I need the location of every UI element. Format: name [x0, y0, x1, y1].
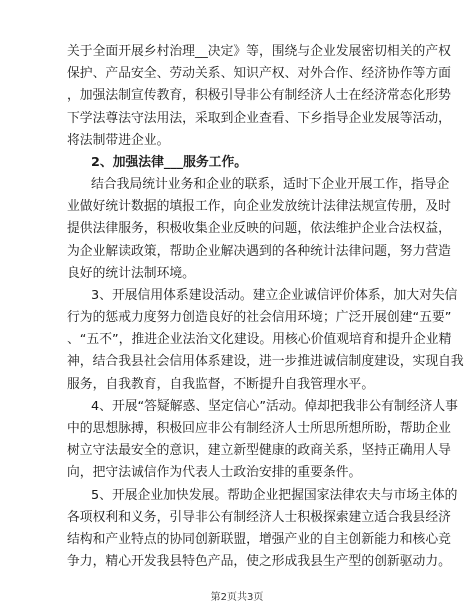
- text-line: 树立守法最安全的意识，建立新型健康的政商关系，坚持正确用人导: [67, 443, 451, 458]
- text-line: 下学法尊法守法用法，采取到企业查看、下乡指导企业发展等活动，: [67, 111, 451, 126]
- text-line: 5、开展企业加快发展。帮助企业把握国家法律农夫与市场主体的: [91, 488, 458, 503]
- text-line: 业做好统计数据的填报工作，向企业发放统计法律法规宣传册，及时: [67, 199, 451, 214]
- text-line: 结构和产业特点的协同创新联盟，增强产业的自主创新能力和核心竞: [67, 532, 451, 547]
- text-line: 结合我局统计业务和企业的联系，适时下企业开展工作，指导企: [91, 177, 450, 192]
- text-line: 向，把守法诚信作为代表人士政治安排的重要条件。: [67, 465, 362, 480]
- text-line: 保护、产品安全、劳动关系、知识产权、对外合作、经济协作等方面: [67, 66, 451, 81]
- text-line: 将法制带进企业。: [67, 133, 170, 148]
- text-line: 中的思想脉搏，积极回应非公有制经济人士所思所想所盼，帮助企业: [67, 421, 451, 436]
- text-line: 3、开展信用体系建设活动。建立企业诚信评价体系，加大对失信: [91, 288, 458, 303]
- section-heading: 2、加强法律___服务工作。: [91, 155, 248, 170]
- page-footer: 第2页共3页: [210, 592, 264, 603]
- text-line: ，加强法制宣传教育，积极引导非公有制经济人士在经济常态化形势: [67, 88, 451, 103]
- text-line: 良好的统计法制环境。: [67, 266, 195, 281]
- text-line: 争力，精心开发我县特色产品，使之形成我县生产型的创新驱动力。: [67, 554, 451, 569]
- text-line: 神，结合我县社会信用体系建设，进一步推进诚信制度建设，实现自我: [67, 354, 464, 369]
- text-line: 关于全面开展乡村治理__决定》等，围绕与企业发展密切相关的产权: [67, 44, 451, 59]
- text-line: 提供法律服务，积极收集企业反映的问题，依法维护企业合法权益，: [67, 221, 451, 236]
- text-line: 为企业解读政策，帮助企业解决遇到的各种统计法律问题，努力营造: [67, 244, 451, 259]
- text-line: 4、开展“答疑解惑、坚定信心”活动。倬却把我非公有制经济人事: [91, 399, 458, 414]
- text-line: 服务，自我教育，自我监督，不断提升自我管理水平。: [67, 377, 375, 392]
- text-line: 行为的惩戒力度努力创造良好的社会信用环境；广泛开展创建“五要”: [67, 310, 452, 325]
- text-line: 各项权利和义务，引导非公有制经济人士积极探索建立适合我县经济: [67, 510, 451, 525]
- text-line: 、“五不”，推进企业法治文化建设。用核心价值观培育和提升企业精: [67, 332, 452, 347]
